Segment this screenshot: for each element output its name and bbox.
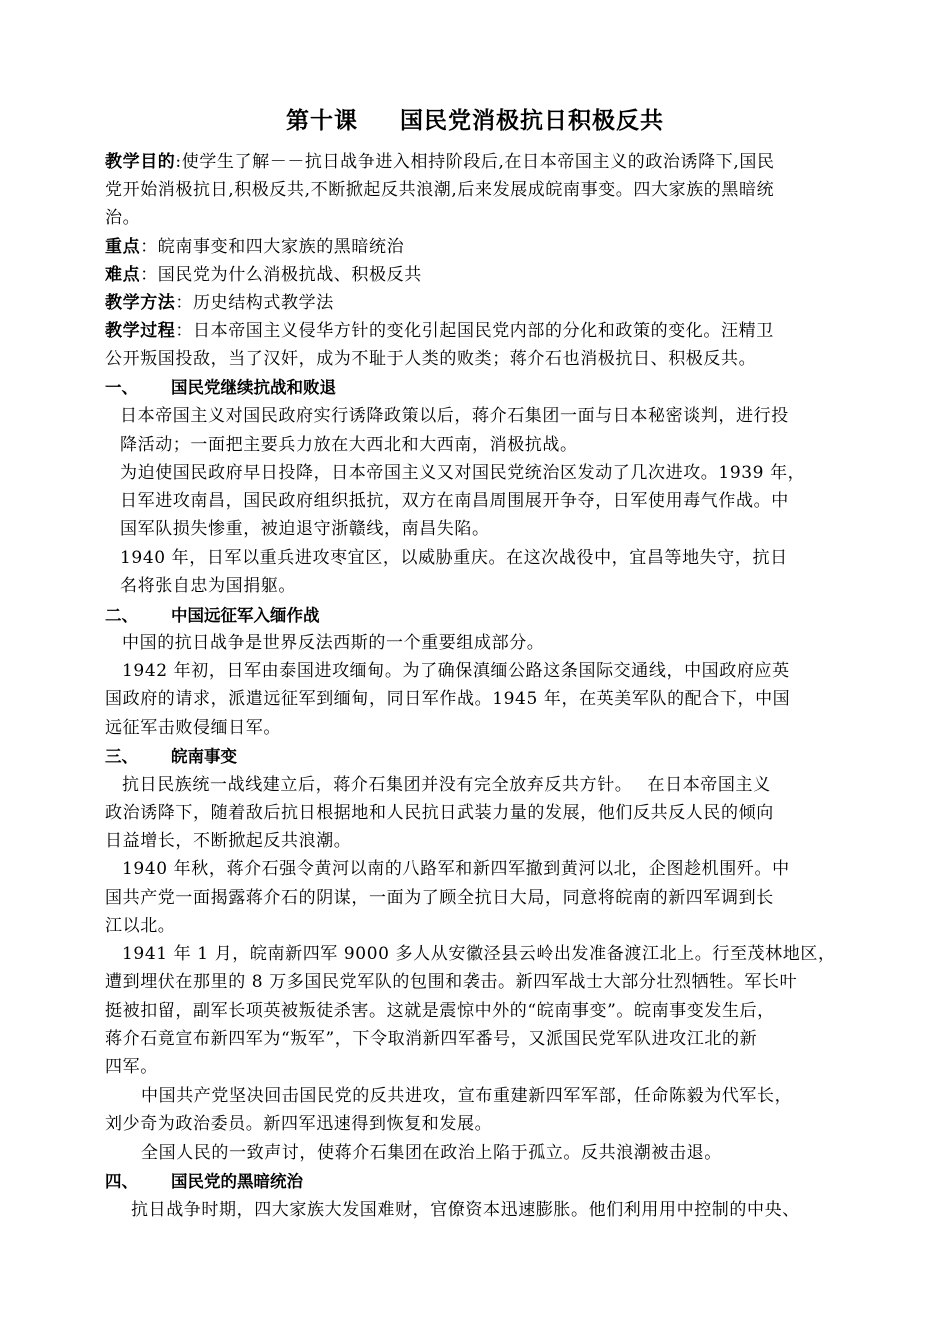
paragraph-line: 名将张自忠为国捐躯。 <box>120 576 296 596</box>
paragraph-line: 蒋介石竟宣布新四军为“叛军”，下令取消新四军番号，又派国民党军队进攻江北的新 <box>105 1029 758 1049</box>
process-line-1: 教学过程：日本帝国主义侵华方针的变化引起国民党内部的分化和政策的变化。汪精卫 <box>105 321 774 341</box>
difficulty-point: 难点：国民党为什么消极抗战、积极反共 <box>105 265 422 285</box>
paragraph-line: 挺被扣留，副军长项英被叛徒杀害。这就是震惊中外的“皖南事变”。皖南事变发生后， <box>105 1001 775 1021</box>
paragraph-line: 国军队损失惨重，被迫退守浙赣线，南昌失陷。 <box>120 519 490 539</box>
aim-line-2: 党开始消极抗日,积极反共,不断掀起反共浪潮,后来发展成皖南事变。四大家族的黑暗统 <box>105 180 775 200</box>
paragraph-line: 江以北。 <box>105 916 176 936</box>
paragraph-line: 远征军击败侵缅日军。 <box>105 718 281 738</box>
paragraph-line: 1941 年 1 月，皖南新四军 9000 多人从安徽泾县云岭出发准备渡江北上。行至茂林地区， <box>122 944 836 964</box>
page-title <box>0 102 950 135</box>
teaching-method: 教学方法：历史结构式教学法 <box>105 293 334 313</box>
section-heading-4: 四、 国民党的黑暗统治 <box>105 1172 303 1191</box>
aim-label: 教学目的 <box>105 152 176 172</box>
paragraph-line: 国共产党一面揭露蒋介石的阴谋，一面为了顾全抗日大局，同意将皖南的新四军调到长 <box>105 888 774 908</box>
paragraph-line: 中国的抗日战争是世界反法西斯的一个重要组成部分。 <box>122 633 545 653</box>
section-heading-3: 三、 皖南事变 <box>105 747 237 766</box>
paragraph-line: 1940 年，日军以重兵进攻枣宜区，以威胁重庆。在这次战役中，宜昌等地失守，抗日 <box>120 548 788 568</box>
paragraph-line: 全国人民的一致声讨，使蒋介石集团在政治上陷于孤立。反共浪潮被击退。 <box>141 1143 722 1163</box>
paragraph-line: 为迫使国民政府早日投降，日本帝国主义又对国民党统治区发动了几次进攻。1939 年， <box>120 463 806 483</box>
paragraph-line: 日军进攻南昌，国民政府组织抵抗，双方在南昌周围展开争夺，日军使用毒气作战。中 <box>120 491 789 511</box>
paragraph-line: 日益增长，不断掀起反共浪潮。 <box>105 831 352 851</box>
aim-line-3: 治。 <box>105 208 141 228</box>
paragraph-line: 国政府的请求，派遣远征军到缅甸，同日军作战。1945 年，在英美军队的配合下，中国 <box>105 689 791 709</box>
key-point: 重点：皖南事变和四大家族的黑暗统治 <box>105 237 405 257</box>
paragraph-line: 降活动；一面把主要兵力放在大西北和大西南，消极抗战。 <box>120 435 578 455</box>
paragraph-line: 中国共产党坚决回击国民党的反共进攻，宣布重建新四军军部，任命陈毅为代军长， <box>141 1086 793 1106</box>
paragraph-line: 抗日民族统一战线建立后，蒋介石集团并没有完全放弃反共方针。 在日本帝国主义 <box>122 775 771 795</box>
lesson-number: 第十课 <box>286 108 358 134</box>
section-heading-2: 二、 中国远征军入缅作战 <box>105 606 320 625</box>
process-line-2: 公开叛国投敌，当了汉奸，成为不耻于人类的败类；蒋介石也消极抗日、积极反共。 <box>105 349 757 369</box>
paragraph-line: 1940 年秋，蒋介石强令黄河以南的八路军和新四军撤到黄河以北，企图趁机围歼。中 <box>122 859 790 879</box>
paragraph-line: 四军。 <box>105 1057 158 1077</box>
paragraph-line: 遭到埋伏在那里的 8 万多国民党军队的包围和袭击。新四军战士大部分壮烈牺牲。军长叶 <box>105 972 798 992</box>
paragraph-line: 1942 年初，日军由泰国进攻缅甸。为了确保滇缅公路这条国际交通线，中国政府应英 <box>122 661 790 681</box>
section-heading-1: 一、 国民党继续抗战和败退 <box>105 378 336 397</box>
paragraph-line: 政治诱降下，随着敌后抗日根据地和人民抗日武装力量的发展，他们反共反人民的倾向 <box>105 803 774 823</box>
aim-line-1: 教学目的:使学生了解－－抗日战争进入相持阶段后,在日本帝国主义的政治诱降下,国民 <box>105 152 775 172</box>
lesson-title: 国民党消极抗日积极反共 <box>400 108 664 134</box>
paragraph-line: 抗日战争时期，四大家族大发国难财，官僚资本迅速膨胀。他们利用用中控制的中央、 <box>131 1200 800 1220</box>
paragraph-line: 刘少奇为政治委员。新四军迅速得到恢复和发展。 <box>105 1114 493 1134</box>
paragraph-line: 日本帝国主义对国民政府实行诱降政策以后，蒋介石集团一面与日本秘密谈判，进行投 <box>120 406 789 426</box>
